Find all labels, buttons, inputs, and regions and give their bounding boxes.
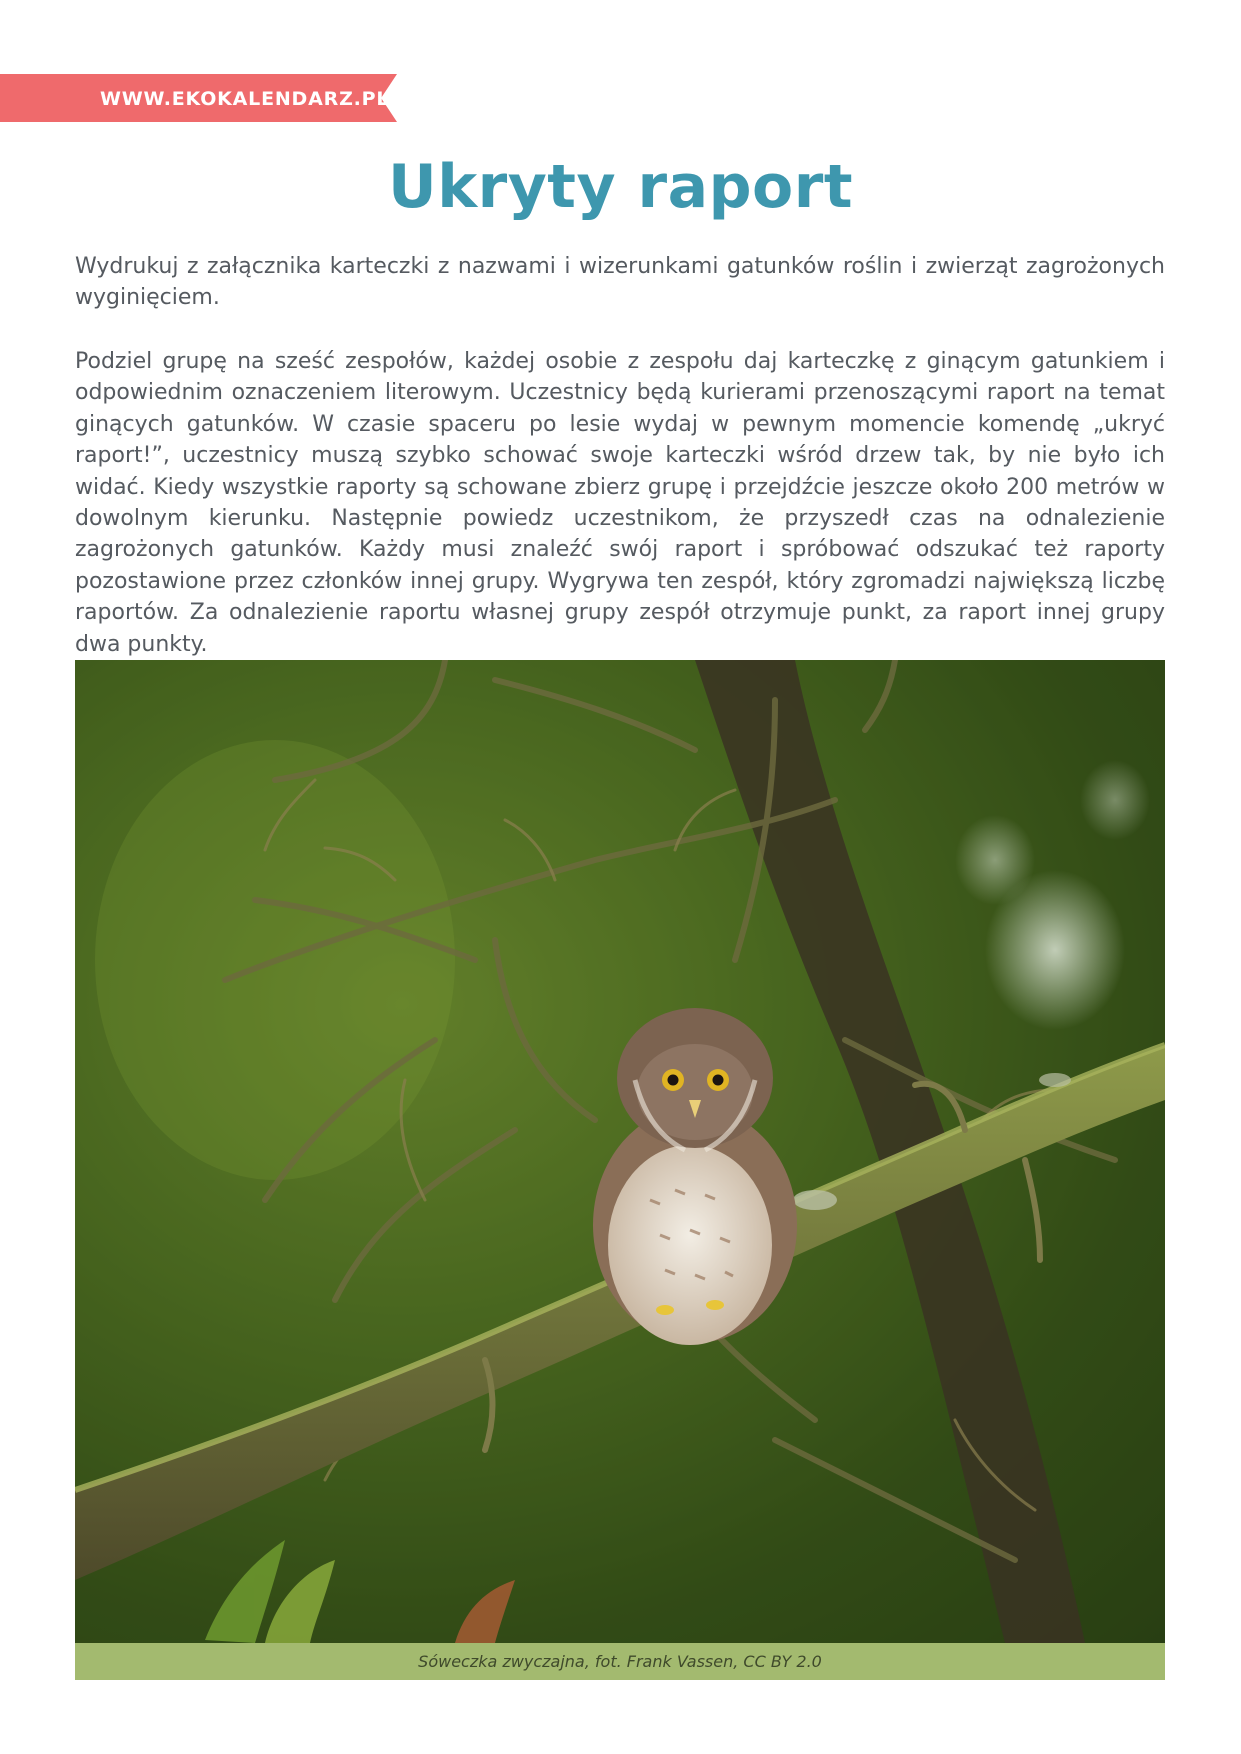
owl	[593, 1008, 797, 1345]
owl-photo	[75, 660, 1165, 1643]
page-title: Ukryty raport	[387, 152, 854, 222]
website-url[interactable]: WWW.EKOKALENDARZ.PL	[100, 88, 390, 110]
paragraph-intro: Wydrukuj z załącznika karteczki z nazwami i wizerunkami gatunków roślin i zwierząt zagrożonych wyginięciem.	[75, 254, 1165, 311]
photo-caption: Sóweczka zwyczajna, fot. Frank Vassen, CC BY 2.0	[75, 1643, 1165, 1680]
paragraph-instructions: Podziel grupę na sześć zespołów, każdej osobie z zespołu daj karteczkę z ginącym gatunkiem i odpowiednim oznaczeniem literowym. Uczestnicy będą kurierami przenoszącymi raport na temat ginących gatunków. W czasie spaceru po lesie wydaj w pewnym momencie komendę „ukryć raport!”, uczestnicy muszą szybko schować swoje karteczki wśród drzew tak, by nie było ich widać. Kiedy wszystkie raporty są schowane zbierz grupę i przejdźcie jeszcze około 200 metrów w dowolnym kierunku. Następnie powiedz uczestnikom, że przyszedł czas na odnalezienie zagrożonych gatunków. Każdy musi znaleźć swój raport i spróbować odszukać też raporty pozostawione przez członków innej grupy. Wygrywa ten zespół, który zgromadzi największą liczbę raportów. Za odnalezienie raportu własnej grupy zespół otrzymuje punkt, za raport innej grupy dwa punkty.	[75, 349, 1165, 657]
